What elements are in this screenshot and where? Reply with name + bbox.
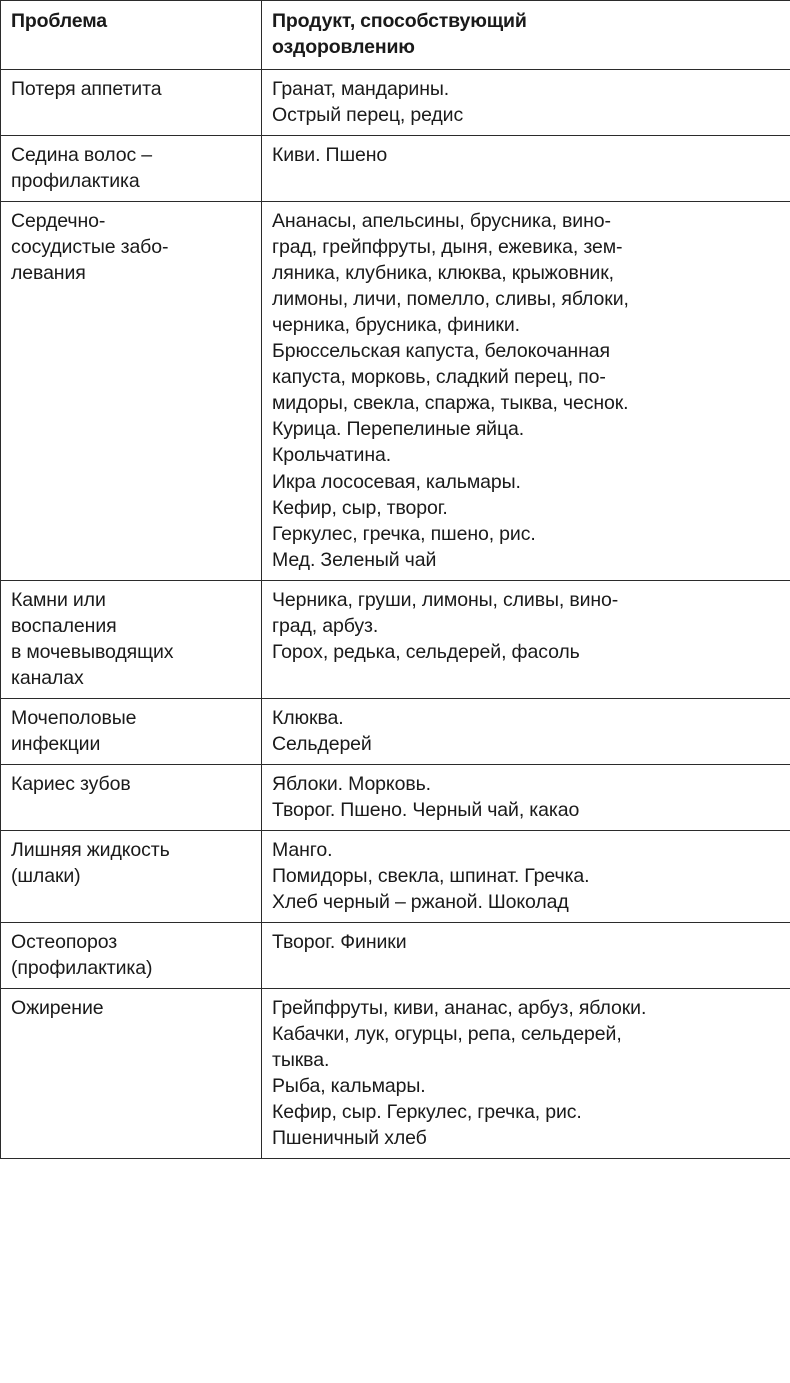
product-text-group	[272, 995, 781, 1021]
product-text-line: Острый перец, редис	[272, 104, 464, 127]
product-text-line: Творог. Финики	[272, 930, 407, 953]
cell-problem	[1, 580, 262, 698]
product-text-group	[272, 102, 781, 128]
product-text-line: Сельдерей	[272, 732, 372, 755]
problem-text-line: (профилактика)	[11, 957, 153, 979]
problem-text-line: профилактика	[11, 170, 140, 193]
product-text-line: Курица. Перепелиные яйца.	[272, 418, 525, 441]
cell-problem	[1, 70, 262, 136]
table-row	[1, 922, 790, 988]
product-text-group	[272, 587, 781, 639]
product-text-group	[272, 705, 781, 731]
product-text-line: Икра лососевая, кальмары.	[272, 470, 521, 493]
product-text-group	[272, 142, 781, 168]
product-text-group	[272, 521, 781, 547]
problem-text-line: в мочевыводящих	[11, 640, 174, 663]
product-text-line: Киви. Пшено	[272, 144, 388, 167]
cell-product	[262, 580, 790, 698]
table-row	[1, 698, 790, 764]
cell-problem	[1, 989, 262, 1159]
product-text-group	[272, 731, 781, 757]
cell-product	[262, 136, 790, 202]
table-row	[1, 989, 790, 1159]
product-text-line: град, арбуз.	[272, 614, 379, 637]
product-text-group	[272, 547, 781, 573]
product-text-line: Черника, груши, лимоны, сливы, вино-	[272, 588, 619, 611]
product-text-line: Пшеничный хлеб	[272, 1127, 427, 1150]
product-text-line: Рыба, кальмары.	[272, 1075, 426, 1098]
product-text-group	[272, 495, 781, 521]
problem-text-line: Камни или	[11, 588, 106, 611]
product-text-group	[272, 1021, 781, 1073]
problem-text-line: инфекции	[11, 732, 101, 755]
product-text-line: Кабачки, лук, огурцы, репа, сельдерей,	[272, 1023, 622, 1046]
cell-product	[262, 989, 790, 1159]
table-row	[1, 764, 790, 830]
product-text-group	[272, 338, 781, 416]
column-header-product	[262, 1, 790, 70]
product-text-group	[272, 639, 781, 665]
problem-text-line: каналах	[11, 666, 84, 689]
cell-product	[262, 202, 790, 580]
cell-product	[262, 922, 790, 988]
product-text-group	[272, 442, 781, 468]
product-text-group	[272, 771, 781, 797]
cell-product	[262, 698, 790, 764]
table-row	[1, 136, 790, 202]
problem-text-line: левания	[11, 262, 86, 285]
problem-text-line: (шлаки)	[11, 864, 81, 887]
table-row	[1, 202, 790, 580]
product-text-group	[272, 837, 781, 863]
product-text-line: Яблоки. Морковь.	[272, 772, 431, 795]
product-text-line: лимоны, личи, помелло, сливы, яблоки,	[272, 288, 629, 311]
product-text-group	[272, 797, 781, 823]
problem-text-line: Остеопороз	[11, 930, 118, 953]
product-text-line: Ананасы, апельсины, брусника, вино-	[272, 210, 611, 233]
product-text-group	[272, 889, 781, 915]
product-text-line: Геркулес, гречка, пшено, рис.	[272, 522, 536, 545]
product-text-line: ляника, клубника, клюква, крыжовник,	[272, 262, 614, 285]
cell-problem	[1, 202, 262, 580]
cell-problem	[1, 922, 262, 988]
product-text-line: град, грейпфруты, дыня, ежевика, зем-	[272, 236, 623, 259]
table-header-row	[1, 1, 790, 70]
product-text-line: Кефир, сыр. Геркулес, гречка, рис.	[272, 1101, 582, 1124]
product-text-line: Творог. Пшено. Черный чай, какао	[272, 798, 580, 821]
cell-product	[262, 70, 790, 136]
product-text-group	[272, 76, 781, 102]
column-header-text: Продукт, способствующий	[272, 10, 527, 32]
cell-problem	[1, 698, 262, 764]
product-text-line: капуста, морковь, сладкий перец, по-	[272, 366, 606, 389]
cell-problem	[1, 764, 262, 830]
problem-text-line: Ожирение	[11, 997, 104, 1020]
table-row	[1, 70, 790, 136]
product-text-group	[272, 863, 781, 889]
problem-text-line: сосудистые забо-	[11, 236, 169, 259]
column-header-text: Проблема	[11, 10, 107, 32]
problem-text-line: Седина волос –	[11, 144, 153, 167]
table-row	[1, 580, 790, 698]
problem-text-line: Потеря аппетита	[11, 78, 162, 101]
column-header-text: оздоровлению	[272, 36, 415, 59]
cell-problem	[1, 830, 262, 922]
product-text-line: Гранат, мандарины.	[272, 78, 450, 101]
problem-text-line: Кариес зубов	[11, 772, 131, 795]
problem-text-line: Мочеполовые	[11, 706, 137, 729]
table-header	[1, 1, 790, 70]
problem-text-line: Лишняя жидкость	[11, 838, 170, 861]
product-text-line: Манго.	[272, 838, 333, 861]
product-text-group	[272, 1125, 781, 1151]
product-text-group	[272, 929, 781, 955]
product-text-line: Помидоры, свекла, шпинат. Гречка.	[272, 864, 590, 887]
product-text-line: Грейпфруты, киви, ананас, арбуз, яблоки.	[272, 997, 647, 1020]
cell-product	[262, 764, 790, 830]
cell-product	[262, 830, 790, 922]
problem-text-line: воспаления	[11, 614, 117, 637]
product-text-line: Крольчатина.	[272, 444, 392, 467]
product-text-line: Клюква.	[272, 706, 344, 729]
product-text-line: черника, брусника, финики.	[272, 314, 520, 337]
table-body	[1, 70, 790, 1159]
cell-problem	[1, 136, 262, 202]
product-text-group	[272, 208, 781, 338]
problem-text-line: Сердечно-	[11, 210, 106, 233]
product-text-line: Хлеб черный – ржаной. Шоколад	[272, 890, 569, 913]
product-text-line: Мед. Зеленый чай	[272, 548, 437, 571]
table-row	[1, 830, 790, 922]
product-text-line: мидоры, свекла, спаржа, тыква, чеснок.	[272, 392, 629, 415]
product-text-line: Кефир, сыр, творог.	[272, 496, 448, 519]
product-text-group	[272, 1073, 781, 1099]
product-text-group	[272, 1099, 781, 1125]
product-text-line: тыква.	[272, 1049, 330, 1072]
column-header-problem	[1, 1, 262, 70]
product-text-group	[272, 469, 781, 495]
product-text-line: Брюссельская капуста, белокочанная	[272, 340, 610, 363]
product-text-line: Горох, редька, сельдерей, фасоль	[272, 640, 580, 663]
product-text-group	[272, 416, 781, 442]
